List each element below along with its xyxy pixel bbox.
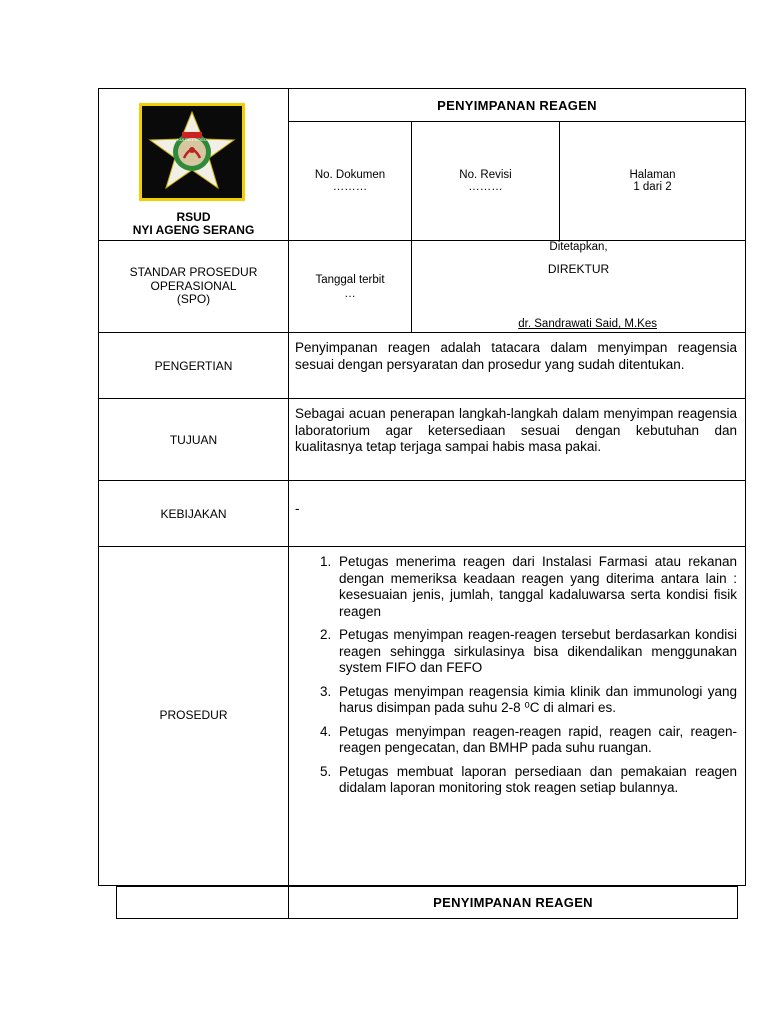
procedure-step: 1. Petugas menerima reagen dari Instalasi Farmasi atau rekanan dengan memeriksa keadaan reagen yang diterima antara lain : kesesuaian jenis, jumlah, tanggal kadaluwarsa serta kondisi fisik reagen <box>335 554 737 620</box>
issued-date-cell <box>289 241 412 333</box>
page-cell <box>560 122 745 241</box>
logo-text: KULON PROGO <box>177 137 207 142</box>
revision-value: ……… <box>468 181 503 193</box>
document-title: PENYIMPANAN REAGEN <box>289 89 745 122</box>
page-value: 1 dari 2 <box>633 181 672 193</box>
procedure-step: 3. Petugas menyimpan reagensia kimia klinik dan immunologi yang harus disimpan pada suhu 2-8 ⁰C di almari es. <box>335 684 737 717</box>
procedure-step: 2. Petugas menyimpan reagen-reagen tersebut berdasarkan kondisi reagen sehingga sirkulasinya bisa dikendalikan menggunakan system FIFO dan FEFO <box>335 627 737 677</box>
logo-cell <box>99 89 288 241</box>
kebijakan-label: KEBIJAKAN <box>99 481 288 547</box>
prosedur-label: PROSEDUR <box>159 708 228 722</box>
hospital-name-line1: RSUD <box>176 210 211 224</box>
tujuan-label: TUJUAN <box>99 399 288 481</box>
pengertian-label: PENGERTIAN <box>99 333 288 399</box>
page-label: Halaman <box>629 169 676 181</box>
revision-label: No. Revisi <box>459 169 512 181</box>
issued-date-label: Tanggal terbit <box>315 273 385 286</box>
procedure-step: 4. Petugas menyimpan reagen-reagen rapid, reagen cair, reagen-reagen pengecatan, dan BMHP pada suhu ruangan. <box>335 724 737 757</box>
issued-date-value: … <box>344 287 356 300</box>
director-name: dr. Sandrawati Said, M.Kes <box>518 318 657 330</box>
next-page-header <box>116 886 738 919</box>
kebijakan-text: - <box>289 481 745 547</box>
hospital-logo <box>139 103 245 201</box>
doc-number-label: No. Dokumen <box>314 169 386 181</box>
spo-label-cell <box>99 241 288 333</box>
pengertian-text: Penyimpanan reagen adalah tatacara dalam menyimpan reagensia sesuai dengan persyaratan dan prosedur yang sudah ditentukan. <box>289 333 745 399</box>
procedure-steps-list <box>289 554 737 797</box>
doc-number-value: ……… <box>332 181 368 193</box>
revision-cell <box>412 122 560 241</box>
spo-line1: STANDAR PROSEDUR <box>129 265 258 280</box>
approved-label: Ditetapkan, <box>549 241 608 253</box>
doc-number-cell <box>289 122 412 241</box>
procedure-step: 5. Petugas membuat laporan persediaan dan pemakaian reagen didalam laporan monitoring stok reagen setiap bulannya. <box>335 764 737 797</box>
tujuan-text: Sebagai acuan penerapan langkah-langkah dalam menyimpan reagensia laboratorium agar ketersediaan sesuai dengan kebutuhan dan kualitasnya tetap terjaga sampai habis masa pakai. <box>289 399 745 481</box>
hospital-name-line2: NYI AGENG SERANG <box>132 223 255 237</box>
spo-line3: (SPO) <box>176 292 211 307</box>
approval-cell <box>412 241 745 333</box>
spo-line2: OPERASIONAL <box>150 278 237 293</box>
director-label: DIREKTUR <box>547 262 610 276</box>
next-page-title: PENYIMPANAN REAGEN <box>433 895 593 910</box>
prosedur-content <box>289 554 745 880</box>
hospital-star-emblem-icon <box>142 106 242 198</box>
